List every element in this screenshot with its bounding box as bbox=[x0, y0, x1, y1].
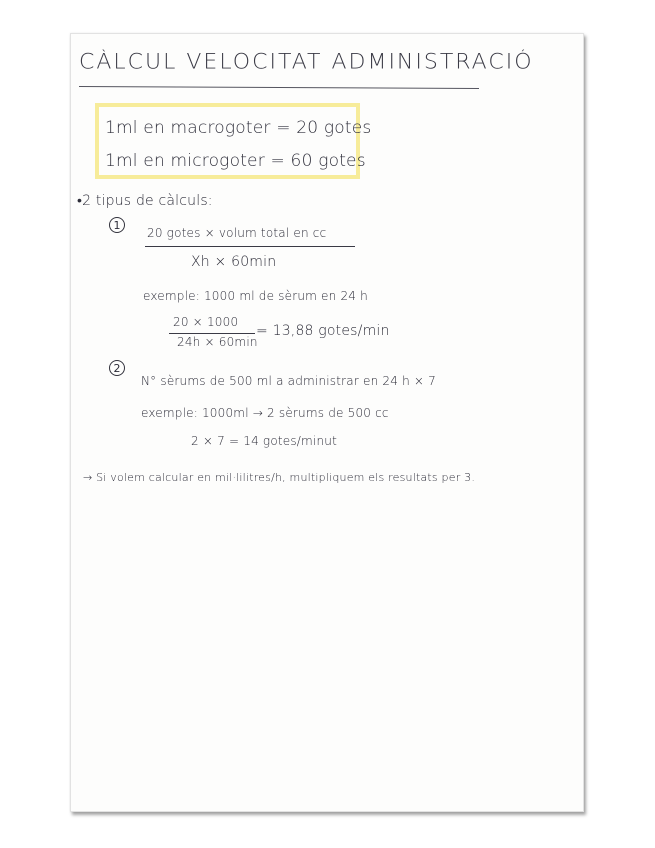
method-2-statement: N° sèrums de 500 ml a administrar en 24 h × 7 bbox=[141, 374, 436, 388]
method-1-example-denominator: 24h × 60min bbox=[177, 335, 258, 349]
method-1-example-fraction-bar bbox=[169, 333, 255, 334]
method-1-example-result: = 13,88 gotes/min bbox=[256, 323, 390, 339]
method-1-fraction-bar bbox=[145, 246, 355, 247]
microgoter-conversion: 1ml en microgoter = 60 gotes bbox=[105, 151, 366, 171]
macrogoter-conversion: 1ml en macrogoter = 20 gotes bbox=[105, 118, 372, 138]
method-1-marker: 1 bbox=[109, 217, 125, 233]
method-2-example-result: 2 × 7 = 14 gotes/minut bbox=[191, 434, 337, 448]
calculation-types-heading: •2 tipus de càlculs: bbox=[77, 193, 213, 209]
method-2-example-label: exemple: 1000ml → 2 sèrums de 500 cc bbox=[141, 406, 389, 420]
title-underline bbox=[79, 86, 479, 89]
method-1-example-label: exemple: 1000 ml de sèrum en 24 h bbox=[143, 289, 368, 303]
method-1-denominator: Xh × 60min bbox=[191, 254, 277, 270]
method-1-numerator: 20 gotes × volum total en cc bbox=[147, 226, 327, 240]
milliliters-per-hour-note: → Si volem calcular en mil·lilitres/h, multipliquem els resultats per 3. bbox=[83, 471, 476, 484]
method-2-marker: 2 bbox=[109, 360, 125, 376]
handwritten-note-page bbox=[70, 33, 584, 812]
page-title: CÀLCUL VELOCITAT ADMINISTRACIÓ bbox=[79, 50, 534, 75]
method-1-example-numerator: 20 × 1000 bbox=[173, 315, 239, 329]
